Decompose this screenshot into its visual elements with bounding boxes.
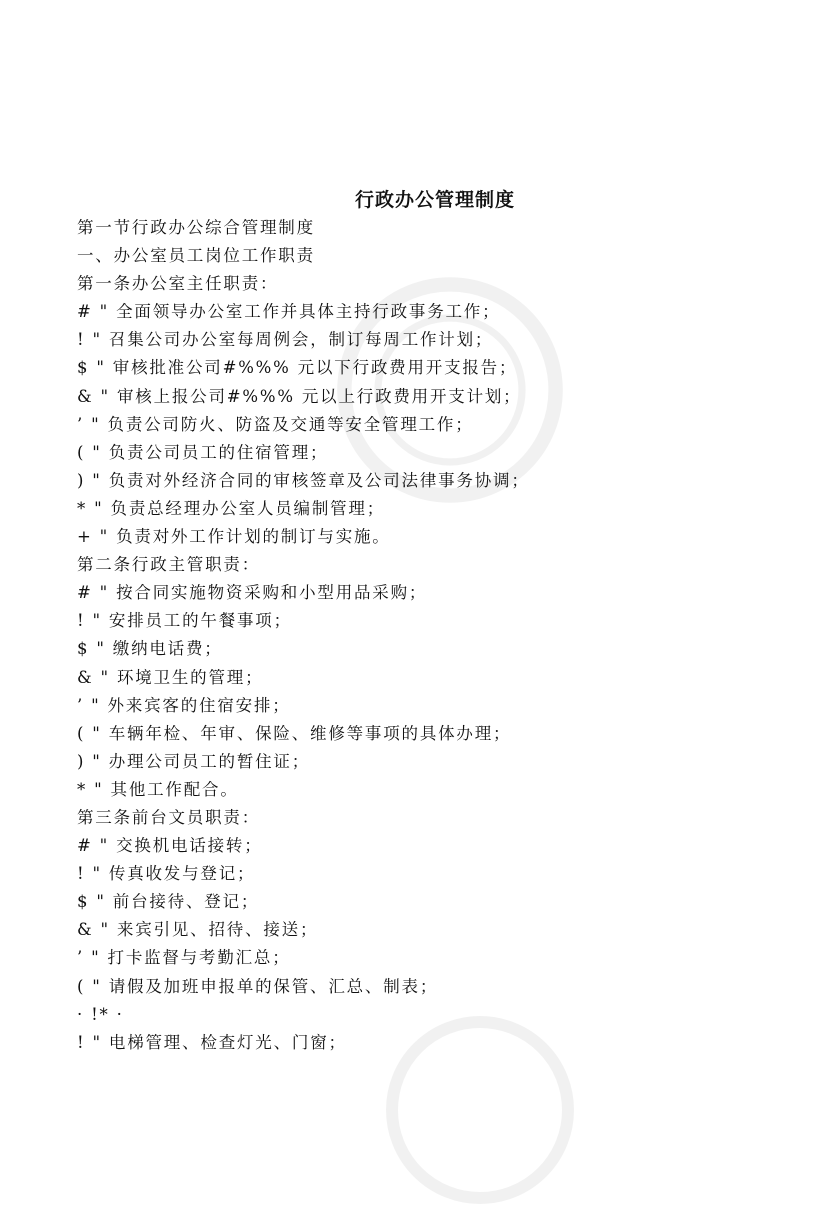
text-line: ) " 负责对外经济合同的审核签章及公司法律事务协调；: [77, 470, 530, 490]
text-line: ! " 召集公司办公室每周例会，制订每周工作计划；: [77, 330, 494, 350]
text-line: # " 全面领导办公室工作并具体主持行政事务工作；: [77, 302, 501, 322]
text-line: 第一节行政办公综合管理制度: [77, 218, 315, 237]
text-line: # " 按合同实施物资采购和小型用品采购；: [77, 583, 428, 603]
text-line: & " 审核上报公司#%%% 元以上行政费用开支计划；: [77, 386, 522, 406]
text-line: ! " 传真收发与登记；: [77, 864, 256, 884]
text-line: $ " 前台接待、登记；: [77, 892, 260, 912]
text-line: * " 负责总经理办公室人员编制管理；: [77, 498, 386, 518]
text-line: 一、办公室员工岗位工作职责: [77, 246, 315, 266]
text-line: ! " 安排员工的午餐事项；: [77, 611, 292, 631]
text-line: ’ " 打卡监督与考勤汇总；: [77, 948, 291, 968]
text-line: & " 来宾引见、招待、接送；: [77, 920, 319, 940]
text-line: ’ " 负责公司防火、防盗及交通等安全管理工作；: [77, 414, 474, 434]
text-line: ’ " 外来宾客的住宿安排；: [77, 695, 291, 715]
text-line: ! " 电梯管理、检查灯光、门窗；: [77, 1032, 347, 1052]
text-line: · !* ·: [77, 1004, 124, 1024]
text-line: 第二条行政主管职责：: [77, 555, 260, 575]
text-line: # " 交换机电话接转；: [77, 836, 263, 856]
text-line: * " 其他工作配合。: [77, 779, 239, 799]
text-line: $ " 审核批准公司#%%% 元以下行政费用开支报告；: [77, 358, 518, 378]
document-title: 行政办公管理制度: [354, 189, 515, 211]
text-line: ( " 请假及加班申报单的保管、汇总、制表；: [77, 976, 439, 996]
document-body: [77, 214, 797, 1057]
text-line: 第三条前台文员职责：: [77, 807, 260, 827]
text-line: + " 负责对外工作计划的制订与实施。: [77, 527, 391, 547]
text-line: ) " 办理公司员工的暂住证；: [77, 751, 311, 771]
text-line: ( " 车辆年检、年审、保险、维修等事项的具体办理；: [77, 723, 512, 743]
text-line: ( " 负责公司员工的住宿管理；: [77, 442, 329, 462]
text-line: 第一条办公室主任职责：: [77, 274, 279, 294]
text-line: $ " 缴纳电话费；: [77, 639, 223, 659]
text-line: & " 环境卫生的管理；: [77, 667, 264, 687]
